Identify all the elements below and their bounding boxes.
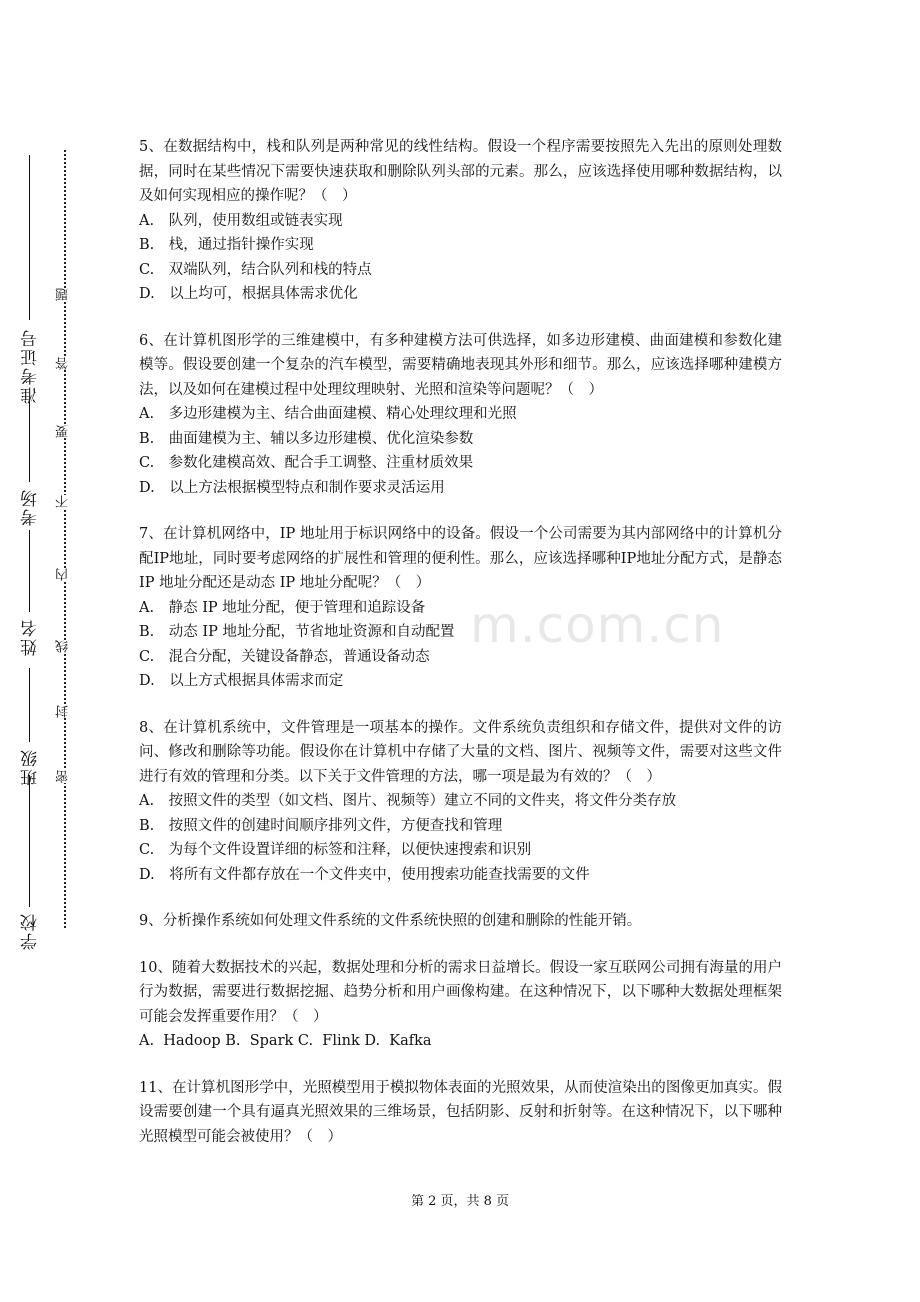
option-a[interactable]: A. 按照文件的类型（如文档、图片、视频等）建立不同的文件夹，将文件分类存放 [139, 793, 677, 809]
option-b[interactable]: B. 栈，通过指针操作实现 [139, 237, 314, 253]
seal-char-xian: 线 [56, 640, 71, 653]
class-label: 班级 [21, 748, 41, 786]
question-11 [139, 1076, 782, 1150]
room-label: 考场 [21, 488, 41, 526]
option-a[interactable]: A. 队列，使用数组或链表实现 [139, 212, 343, 229]
option-c[interactable]: C. 双端队列，结合队列和栈的特点 [139, 261, 372, 278]
name-label: 姓名 [21, 618, 41, 656]
question-text: 5、在数据结构中，栈和队列是两种常见的线性结构。假设一个程序需要按照先入先出的原则处理数据，同时在某些情况下需要快速获取和删除队列头部的元素。那么，应该选择使用哪种数据结构，以及如何实现相应的操作呢？（ ） [139, 139, 782, 204]
binding-margin [0, 0, 120, 1302]
option-c[interactable]: C. 混合分配，关键设备静态，普通设备动态 [139, 648, 430, 665]
seal-char-yao: 要 [56, 425, 71, 438]
question-10 [139, 956, 782, 1054]
option-b[interactable]: B. 按照文件的创建时间顺序排列文件，方便查找和管理 [139, 817, 503, 834]
id-label: 准考证号 [21, 328, 41, 404]
option-d[interactable]: D. 将所有文件都存放在一个文件夹中，使用搜索功能查找需要的文件 [139, 866, 590, 883]
question-text: 10、随着大数据技术的兴起，数据处理和分析的需求日益增长。假设一家互联网公司拥有海量的用户行为数据，需要进行数据挖掘、趋势分析和用户画像构建。在这种情况下，以下哪种大数据处理框架可能会发挥重要作用？（ ） [139, 959, 782, 1025]
question-9 [139, 909, 782, 934]
class-line [29, 668, 30, 742]
seal-dotted-line [64, 150, 66, 928]
question-6 [139, 329, 782, 501]
option-d[interactable]: D. 以上均可，根据具体需求优化 [139, 286, 358, 302]
option-d[interactable]: D. 以上方法根据模型特点和制作要求灵活运用 [139, 479, 445, 496]
option-c[interactable]: C. 为每个文件设置详细的标签和注释，以便快速搜索和识别 [139, 842, 532, 858]
question-list [139, 135, 782, 1171]
question-text: 8、在计算机系统中，文件管理是一项基本的操作。文件系统负责组织和存储文件，提供对文件的访问、修改和删除等功能。假设你在计算机中存储了大量的文档、图片、视频等文件，需要对这些文件进行有效的管理和分类。以下关于文件管理的方法，哪一项是最为有效的？（ ） [139, 719, 782, 785]
page-footer: 第 2 页，共 8 页 [410, 1194, 510, 1209]
question-7 [139, 522, 782, 694]
question-text: 7、在计算机网络中，IP 地址用于标识网络中的设备。假设一个公司需要为其内部网络中的计算机分配IP地址，同时要考虑网络的扩展性和管理的便利性。那么，应该选择哪种IP地址分配方式，是静态 IP 地址分配还是动态 IP 地址分配呢？（ ） [139, 526, 782, 591]
option-c[interactable]: C. 参数化建模高效、配合手工调整、注重材质效果 [139, 455, 474, 471]
option-b[interactable]: B. 动态 IP 地址分配，节省地址资源和自动配置 [139, 624, 455, 640]
room-line [29, 400, 30, 482]
watermark: m.com.cn [470, 596, 725, 654]
question-text: 11、在计算机图形学中，光照模型用于模拟物体表面的光照效果，从而使渲染出的图像更加真实。假设需要创建一个具有逼真光照效果的三维场景，包括阴影、反射和折射等。在这种情况下，以下哪种光照模型可能会被使用？（ ） [139, 1079, 782, 1145]
seal-char-ti: 题 [56, 288, 71, 301]
question-5 [139, 135, 782, 307]
seal-char-feng: 封 [56, 705, 71, 718]
name-line [29, 530, 30, 612]
question-text: 9、分析操作系统如何处理文件系统的文件系统快照的创建和删除的性能开销。 [139, 913, 642, 929]
seal-char-mi: 密 [56, 770, 71, 783]
question-8 [139, 716, 782, 888]
id-line [29, 155, 30, 320]
option-d[interactable]: D. 以上方式根据具体需求而定 [139, 673, 344, 689]
seal-char-bu: 不 [56, 495, 71, 508]
option-a[interactable]: A. 静态 IP 地址分配，便于管理和追踪设备 [139, 599, 426, 616]
option-a[interactable]: A. 多边形建模为主、结合曲面建模、精心处理纹理和光照 [139, 406, 517, 422]
option-b[interactable]: B. 曲面建模为主、辅以多边形建模、优化渲染参数 [139, 430, 474, 447]
seal-char-da: 答 [56, 357, 71, 370]
school-line [29, 775, 30, 907]
options-inline[interactable]: A. Hadoop B. Spark C. Flink D. Kafka [139, 1033, 432, 1049]
question-text: 6、在计算机图形学的三维建模中，有多种建模方法可供选择，如多边形建模、曲面建模和参数化建模等。假设要创建一个复杂的汽车模型，需要精确地表现其外形和细节。那么，应该选择哪种建模方法，以及如何在建模过程中处理纹理映射、光照和渲染等问题呢？（ ） [139, 332, 782, 398]
school-label: 学校 [21, 912, 41, 950]
seal-char-nei: 内 [56, 568, 71, 581]
